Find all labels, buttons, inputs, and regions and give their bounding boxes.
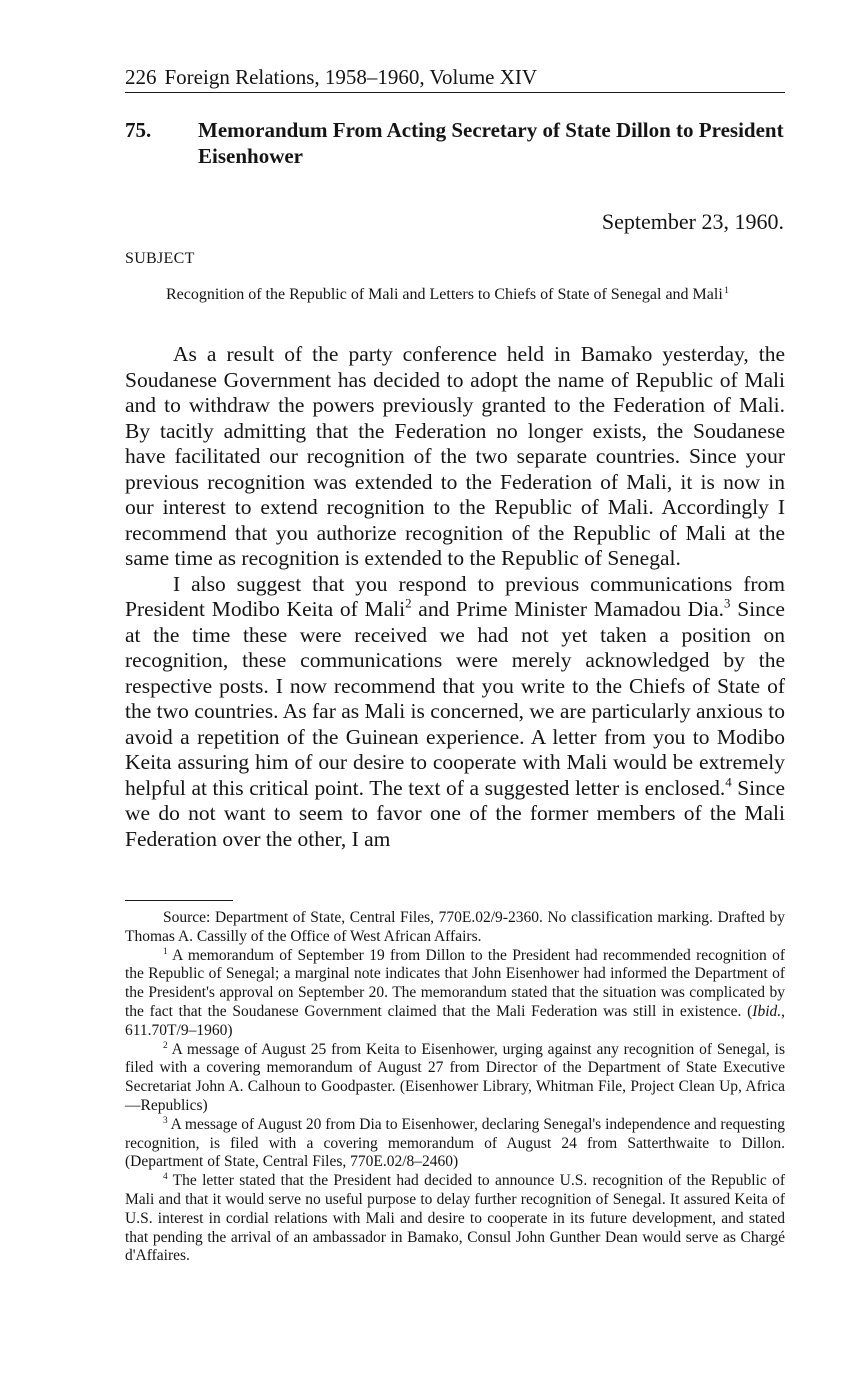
subject-label: SUBJECT	[125, 250, 195, 267]
paragraph-2	[125, 572, 785, 853]
footnote-divider	[125, 900, 233, 901]
footnote-4	[125, 1172, 785, 1266]
footnote-2-text: A message of August 25 from Keita to Eisenhower, urging against any recognition of Senegal, is filed with a covering memorandum of August 27 from Director of the Department of State Executive Secretariat John A. Calhoun to Goodpaster. (Eisenhower Library, Whitman File, Project Clean Up, Africa—Republics)	[125, 1040, 785, 1114]
document-title: Memorandum From Acting Secretary of State Dillon to President Eisenhower	[198, 118, 784, 168]
p2-part-d: Since we do not want to seem to favor one of the former members of the Mali Federation over the other, I am	[125, 775, 785, 851]
document-heading	[125, 117, 785, 169]
running-header	[125, 64, 785, 93]
footnote-ref-2[interactable]: 2	[405, 596, 412, 611]
footnote-3	[125, 1116, 785, 1172]
p2-part-c: Since at the time these were received we had not yet taken a position on recognition, these communications were merely acknowledged by the respective posts. I now recommend that you write to the Chiefs of State of the two countries. As far as Mali is concerned, we are particularly anxious to avoid a repetition of the Guinean experience. A letter from you to Modibo Keita assuring him of our desire to cooperate with Mali would be extremely helpful at this critical point. The text of a suggested letter is enclosed.	[125, 597, 785, 800]
footnote-3-mark: 3	[163, 1115, 168, 1126]
footnote-1-tail: , 611.70T/9–1960)	[125, 1002, 785, 1039]
memo-body	[125, 342, 785, 852]
page-number: 226	[125, 65, 157, 89]
footnote-4-mark: 4	[163, 1172, 168, 1183]
footnote-ref-4[interactable]: 4	[725, 775, 732, 790]
series-title: Foreign Relations, 1958–1960, Volume XIV	[164, 65, 538, 89]
footnote-1	[125, 947, 785, 1041]
document-number: 75.	[125, 118, 152, 142]
footnote-2-mark: 2	[163, 1040, 168, 1051]
footnote-1-ibid: Ibid.	[752, 1002, 782, 1020]
footnotes	[125, 909, 785, 1266]
footnote-4-text: The letter stated that the President had decided to announce U.S. recognition of the Republic of Mali and that it would serve no useful purpose to delay further recognition of Senegal. It assured Keita of U.S. interest in cordial relations with Mali and desire to cooperate in its future development, and stated that pending the arrival of an ambassador in Bamako, Consul John Gunther Dean would serve as Chargé d'Affaires.	[125, 1172, 785, 1265]
footnote-3-text: A message of August 20 from Dia to Eisenhower, declaring Senegal's independence and requesting recognition, is filed with a covering memorandum of August 24 from Satterthwaite to Dillon. (Department of State, Central Files, 770E.02/8–2460)	[125, 1115, 785, 1171]
footnote-ref-1[interactable]: 1	[724, 284, 729, 296]
footnote-ref-3[interactable]: 3	[724, 596, 731, 611]
paragraph-1: As a result of the party conference held in Bamako yesterday, the Soudanese Government has decided to adopt the name of Republic of Mali and to withdraw the powers previously granted to the Federation of Mali. By tacitly admitting that the Federation no longer exists, the Soudanese have facilitated our recognition of the two separate countries. Since your previous recognition was extended to the Federation of Mali, it is now in our interest to extend recognition to the Republic of Mali. Accordingly I recommend that you authorize recognition of the Republic of Mali at the same time as recognition is extended to the Republic of Senegal.	[125, 342, 785, 570]
document-date: September 23, 1960.	[601, 209, 784, 234]
p2-part-b: and Prime Minister Mamadou Dia.	[411, 597, 725, 621]
footnote-2	[125, 1041, 785, 1116]
source-note: Source: Department of State, Central Files, 770E.02/9-2360. No classification marking. Drafted by Thomas A. Cassilly of the Office of West African Affairs.	[125, 909, 785, 945]
footnote-1-mark: 1	[163, 946, 168, 957]
p2-part-a: I also suggest that you respond to previous communications from President Modibo Keita of Mali	[125, 571, 785, 621]
subject-text	[166, 285, 796, 305]
footnote-1-text: A memorandum of September 19 from Dillon to the President had recommended recognition of the Republic of Senegal; a marginal note indicates that John Eisenhower had informed the Department of the President's approval on September 20. The memorandum stated that the situation was complicated by the fact that the Soudanese Government claimed that the Mali Federation was still in existence. (	[125, 946, 785, 1020]
subject-line: Recognition of the Republic of Mali and Letters to Chiefs of State of Senegal and Mali	[166, 286, 723, 303]
